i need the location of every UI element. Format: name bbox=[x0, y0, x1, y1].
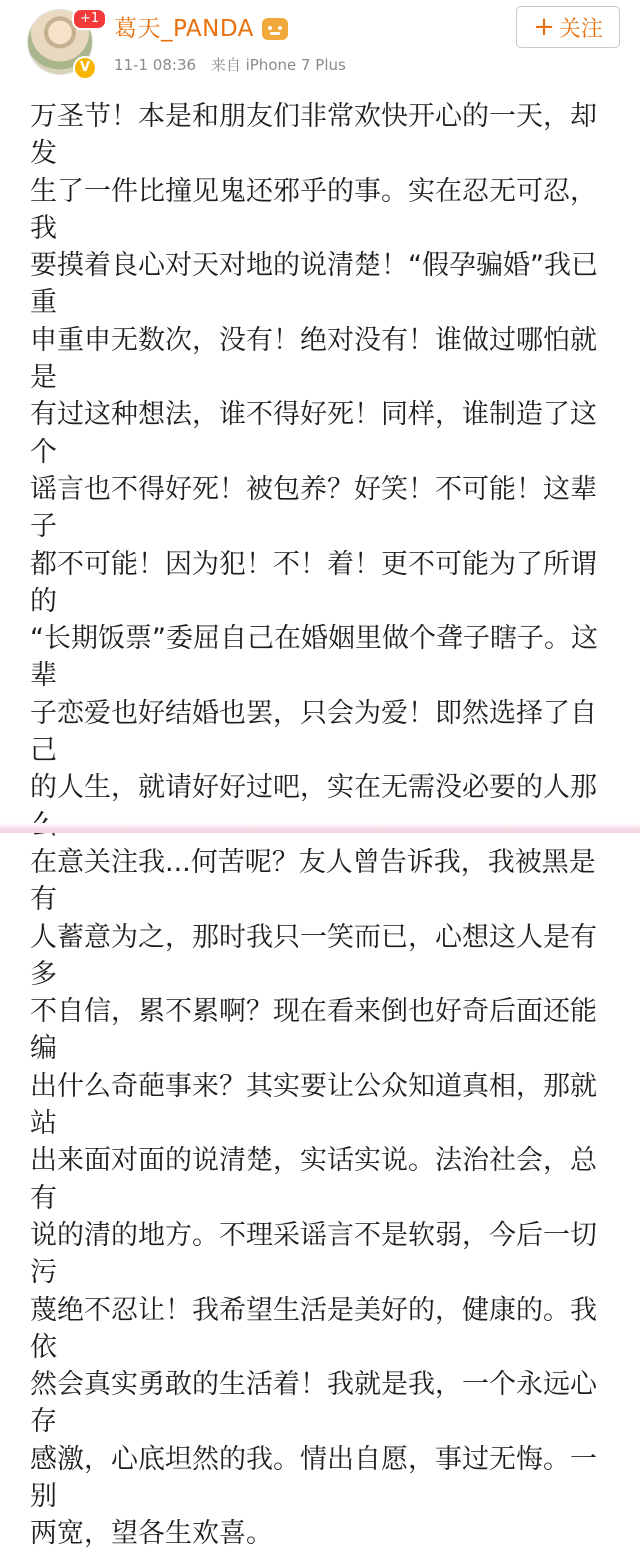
post-source: 来自 iPhone 7 Plus bbox=[210, 56, 346, 74]
post-meta bbox=[114, 54, 346, 75]
bottom-divider bbox=[0, 823, 640, 833]
post-line: 在意关注我...何苦呢？友人曾告诉我，我被黑是有 bbox=[30, 846, 596, 916]
verified-icon: V bbox=[73, 56, 97, 80]
post-line: 人蓄意为之，那时我只一笑而已，心想这人是有多 bbox=[30, 921, 597, 990]
post-line: 万圣节！本是和朋友们非常欢快开心的一天，却发 bbox=[30, 101, 597, 170]
vip-crown-icon[interactable] bbox=[262, 18, 288, 40]
post-line: 然会真实勇敢的生活着！我就是我，一个永远心存 bbox=[30, 1369, 597, 1438]
username[interactable]: 葛天_PANDA bbox=[114, 16, 254, 42]
follow-label: 关注 bbox=[558, 16, 603, 42]
post-line: 要摸着良心对天对地的说清楚！“假孕骗婚”我已重 bbox=[30, 250, 598, 319]
post-line: 说的清的地方。不理采谣言不是软弱，今后一切污 bbox=[30, 1219, 597, 1289]
post-line: 不自信，累不累啊？现在看来倒也好奇后面还能编 bbox=[30, 996, 597, 1065]
post-line: 申重申无数次，没有！绝对没有！谁做过哪怕就是 bbox=[30, 324, 597, 394]
notification-badge: +1 bbox=[72, 8, 107, 30]
plus-icon: + bbox=[533, 12, 555, 42]
post-line: 都不可能！因为犯！不！着！更不可能为了所谓的 bbox=[30, 548, 597, 617]
username-row bbox=[114, 14, 288, 44]
post-line: 的人生，就请好好过吧，实在无需没必要的人那 bbox=[30, 772, 597, 804]
post-line: “长期饭票”委屈自己在婚姻里做个聋子瞎子。这辈 bbox=[30, 623, 598, 692]
post-line: 出来面对面的说清楚，实话实说。法治社会，总有 bbox=[30, 1145, 597, 1214]
post-line: 两宽，望各生欢喜。 bbox=[30, 1518, 273, 1550]
follow-button[interactable] bbox=[516, 6, 620, 48]
post-line: 生了一件比撞见鬼还邪乎的事。实在忍无可忍，我 bbox=[30, 175, 597, 244]
post-line: 感激，心底坦然的我。情出自愿，事过无悔。一别 bbox=[30, 1443, 597, 1512]
post-header bbox=[0, 0, 640, 88]
post-line: 子恋爱也好结婚也罢，只会为爱！即然选择了自己 bbox=[30, 697, 597, 767]
post-time: 11-1 08:36 bbox=[114, 56, 197, 74]
post-line: 有过这种想法，谁不得好死！同样，谁制造了这个 bbox=[30, 399, 597, 468]
post-line: 蔑绝不忍让！我希望生活是美好的，健康的。我依 bbox=[30, 1294, 597, 1363]
avatar-container[interactable] bbox=[28, 10, 100, 75]
post-line: 出什么奇葩事来？其实要让公众知道真相，那就站 bbox=[30, 1070, 597, 1140]
post-line: 谣言也不得好死！被包养？好笑！不可能！这辈子 bbox=[30, 473, 597, 543]
